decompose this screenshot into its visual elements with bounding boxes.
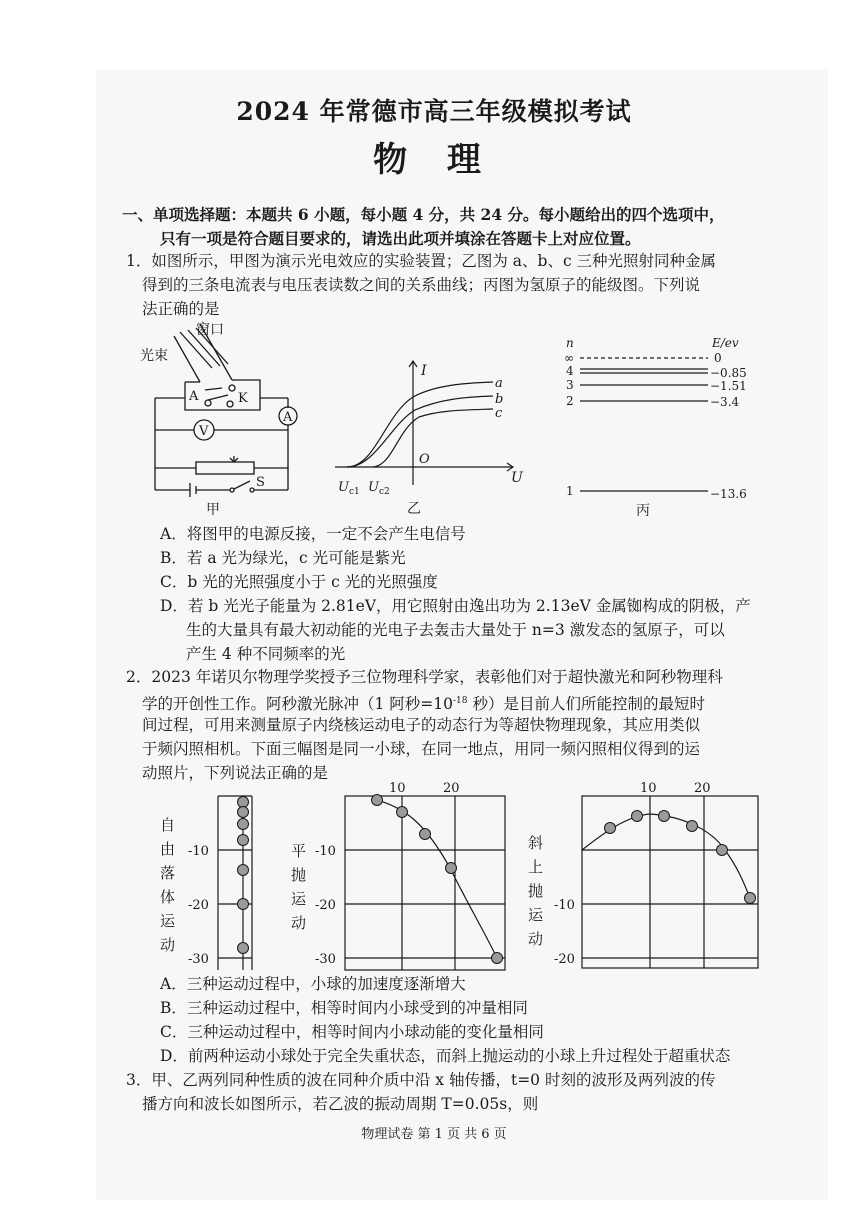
hp-ball-5 xyxy=(492,953,503,964)
label-c: c xyxy=(495,406,503,421)
q1-stem-line2: 得到的三条电流表与电压表读数之间的关系曲线；丙图为氢原子的能级图。下列说 xyxy=(142,276,701,294)
hp-top-tick-20: 20 xyxy=(443,781,460,796)
hp-ball-3 xyxy=(420,829,431,840)
window-label: 窗口 xyxy=(196,322,224,338)
q1-option-a: A．将图甲的电源反接，一定不会产生电信号 xyxy=(160,525,466,543)
q2-stem-line2: 学的开创性工作。阿秒激光脉冲（1 阿秒$=10^{-18}$ 秒）是目前人们所能控制的最短时 xyxy=(142,695,705,714)
op-label-4: 运 xyxy=(528,906,544,924)
ff-ball-4 xyxy=(238,835,249,846)
q2-figure-free-fall xyxy=(150,778,280,978)
ff-label-1: 自 xyxy=(160,816,176,834)
ff-label-5: 运 xyxy=(160,912,176,930)
op-ball-6 xyxy=(745,893,756,904)
section1-heading-line2: 只有一项是符合题目要求的，请选出此项并填涂在答题卡上对应位置。 xyxy=(160,229,641,248)
ff-tick-10: -10 xyxy=(188,844,209,859)
hp-ball-4 xyxy=(446,863,457,874)
origin-O: O xyxy=(419,452,430,467)
q1-option-d-line1: D．若 b 光光子能量为 2.81eV，用它照射由逸出功为 2.13eV 金属铷构成的阴极，产 xyxy=(160,597,751,615)
op-label-1: 斜 xyxy=(528,834,544,852)
ff-label-3: 落 xyxy=(160,864,176,882)
ff-label-4: 体 xyxy=(160,888,176,906)
label-uc2: $U_{c2}$ xyxy=(368,480,390,497)
op-ball-3 xyxy=(659,811,670,822)
q3-stem-line1: 3．甲、乙两列同种性质的波在同种介质中沿 x 轴传播，t=0 时刻的波形及两列波的传 xyxy=(126,1071,716,1089)
ff-tick-20: -20 xyxy=(188,898,209,913)
axis-U: U xyxy=(511,470,523,486)
ammeter-label: A xyxy=(283,410,293,425)
level-3-n: 3 xyxy=(566,378,574,392)
level-inf-n: ∞ xyxy=(564,351,574,365)
ff-label-6: 动 xyxy=(160,936,176,954)
level-4-E: −0.85 xyxy=(710,366,747,380)
q1-option-b: B．若 a 光为绿光，c 光可能是紫光 xyxy=(160,549,406,567)
cathode-label: K xyxy=(238,391,248,406)
hp-tick-30: -30 xyxy=(315,952,336,967)
op-top-tick-10: 10 xyxy=(640,781,657,796)
q1-figure-jia xyxy=(130,320,300,520)
op-ball-4 xyxy=(687,821,698,832)
page-footer: 物理试卷 第 1 页 共 6 页 xyxy=(361,1127,507,1142)
oblique-balls xyxy=(605,811,756,904)
exam-title: 2024 年常德市高三年级模拟考试 xyxy=(236,97,632,126)
hp-top-tick-10: 10 xyxy=(389,781,406,796)
ff-ball-6 xyxy=(238,899,249,910)
horizontal-balls xyxy=(372,795,503,964)
subject-title: 物 理 xyxy=(373,140,495,180)
level-3-E: −1.51 xyxy=(710,379,747,393)
hp-tick-20: -20 xyxy=(315,898,336,913)
ff-ball-3 xyxy=(238,819,249,830)
op-label-5: 动 xyxy=(528,930,544,948)
section1-heading-line1: 一、单项选择题：本题共 6 小题，每小题 4 分，共 24 分。每小题给出的四个选项中， xyxy=(122,205,725,224)
level-2-E: −3.4 xyxy=(710,395,740,409)
anode-label: A xyxy=(189,389,199,404)
hp-tick-10: -10 xyxy=(315,844,336,859)
axis-I: I xyxy=(421,363,427,379)
q1-option-d-line3: 产生 4 种不同频率的光 xyxy=(186,645,346,663)
q1-figure-yi xyxy=(335,355,535,520)
q2-option-b: B．三种运动过程中，相等时间内小球受到的冲量相同 xyxy=(160,999,528,1017)
op-ball-5 xyxy=(717,845,728,856)
op-label-3: 抛 xyxy=(528,882,544,900)
label-E: E/ev xyxy=(712,336,739,350)
q1-figure-bing xyxy=(560,335,760,520)
curve-c xyxy=(373,409,493,467)
ff-label-2: 由 xyxy=(160,840,176,858)
q2-stem-line4: 于频闪照相机。下面三幅图是同一小球，在同一地点，用同一频闪照相仪得到的运 xyxy=(142,740,701,758)
level-inf-E: 0 xyxy=(714,351,722,365)
q3-stem-line2: 播方向和波长如图所示，若乙波的振动周期 T=0.05s，则 xyxy=(142,1095,539,1113)
level-1-E: −13.6 xyxy=(710,487,747,501)
q1-stem-line3: 法正确的是 xyxy=(142,300,220,318)
q2-figure-oblique xyxy=(520,778,770,978)
label-a: a xyxy=(495,376,503,391)
voltmeter-label: V xyxy=(199,424,209,439)
hp-label-2: 抛 xyxy=(291,866,307,884)
hp-label-3: 运 xyxy=(291,890,307,908)
q1-option-d-line2: 生的大量具有最大初动能的光电子去轰击大量处于 n=3 激发态的氢原子，可以 xyxy=(186,621,725,639)
hp-label-4: 动 xyxy=(291,914,307,932)
op-ball-1 xyxy=(605,823,616,834)
ff-ball-2 xyxy=(238,807,249,818)
ff-tick-30: -30 xyxy=(188,952,209,967)
q2-option-a: A．三种运动过程中，小球的加速度逐渐增大 xyxy=(160,975,466,993)
op-label-2: 上 xyxy=(528,858,544,876)
label-b: b xyxy=(495,392,504,407)
figure-yi-caption: 乙 xyxy=(407,501,421,517)
switch-label: S xyxy=(256,475,265,490)
hp-label-1: 平 xyxy=(291,842,307,860)
label-uc1: $U_{c1}$ xyxy=(338,480,360,497)
beam-label: 光束 xyxy=(140,348,168,364)
label-n: n xyxy=(566,336,574,350)
op-ball-2 xyxy=(632,811,643,822)
q2-stem-line3: 间过程，可用来测量原子内绕核运动电子的动态行为等超快物理现象，其应用类似 xyxy=(142,716,701,734)
hp-ball-1 xyxy=(372,795,383,806)
ff-ball-5 xyxy=(238,865,249,876)
op-tick-20: -20 xyxy=(554,952,575,967)
op-tick-10: -10 xyxy=(554,898,575,913)
ff-ball-1 xyxy=(238,797,249,808)
q2-stem-line1: 2．2023 年诺贝尔物理学奖授予三位物理科学家，表彰他们对于超快激光和阿秒物理科 xyxy=(126,668,723,686)
q2-stem-line5: 动照片，下列说法正确的是 xyxy=(142,764,329,782)
level-2-n: 2 xyxy=(566,394,574,408)
q2-option-d: D．前两种运动小球处于完全失重状态，而斜上抛运动的小球上升过程处于超重状态 xyxy=(160,1047,731,1065)
q1-option-c: C．b 光的光照强度小于 c 光的光照强度 xyxy=(160,573,438,591)
q2-figure-horizontal xyxy=(285,778,515,978)
figure-jia-caption: 甲 xyxy=(206,502,220,518)
q1-stem-line1: 1．如图所示，甲图为演示光电效应的实验装置；乙图为 a、b、c 三种光照射同种金属 xyxy=(126,252,717,270)
figure-bing-caption: 丙 xyxy=(636,503,650,519)
op-top-tick-20: 20 xyxy=(694,781,711,796)
level-1-n: 1 xyxy=(566,484,574,498)
level-4-n: 4 xyxy=(566,364,574,378)
q2-option-c: C．三种运动过程中，相等时间内小球动能的变化量相同 xyxy=(160,1023,544,1041)
hp-ball-2 xyxy=(397,807,408,818)
ff-ball-7 xyxy=(238,943,249,954)
